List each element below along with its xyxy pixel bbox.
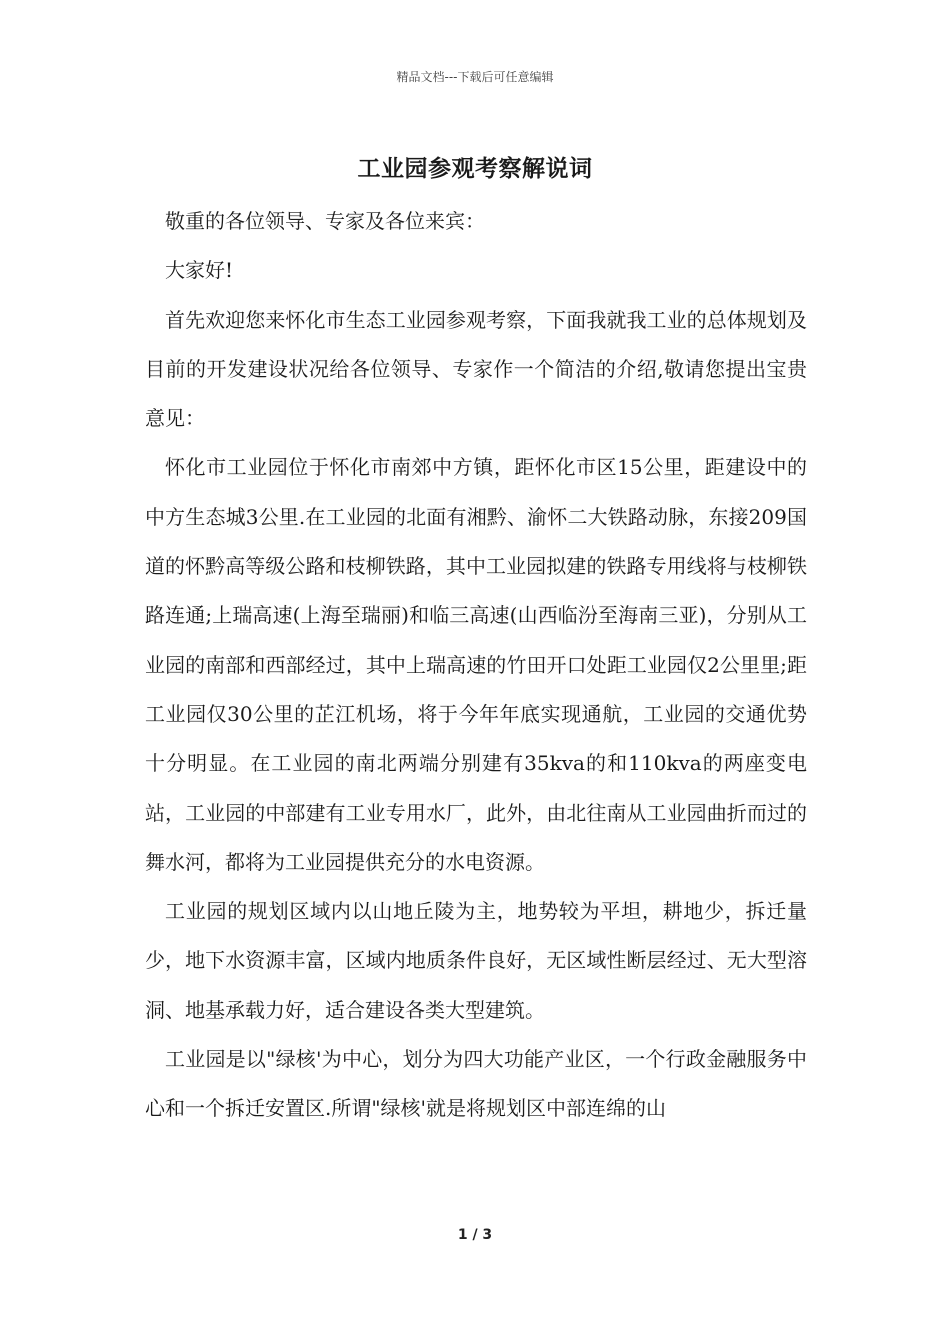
paragraph-greeting: 敬重的各位领导、专家及各位来宾： (165, 209, 485, 233)
paragraph-terrain: 工业园的规划区域内以山地丘陵为主，地势较为平坦，耕地少，拆迁量少，地下水资源丰富，区域内地质条件良好，无区域性断层经过、无大型溶洞、地基承载力好，适合建设各类大型建筑。 (145, 899, 807, 1022)
header-note: 精品文档---下载后可任意编辑 (396, 70, 554, 84)
document-body (145, 197, 807, 1134)
paragraph-welcome: 首先欢迎您来怀化市生态工业园参观考察，下面我就我工业的总体规划及目前的开发建设状况给各位领导、专家作一个简洁的介绍,敬请您提出宝贵意见： (145, 307, 807, 431)
page-number: 1 / 3 (457, 1227, 493, 1243)
paragraph-hello: 大家好! (165, 258, 234, 283)
paragraph-location: 怀化市工业园位于怀化市南郊中方镇，距怀化市区15公里，距建设中的中方生态城3公里.在工业园的北面有湘黔、渝怀二大铁路动脉，东接209国道的怀黔高等级公路和枝柳铁路，其中工业园拟建的铁路专用线将与枝柳铁路连通;上瑞高速(上海至瑞丽)和临三高速(山西临汾至海南三亚)，分别从工业园的南部和西部经过，其中上瑞高速的竹田开口处距工业园仅2公里里;距工业园仅30公里的芷江机场，将于今年年底实现通航，工业园的交通优势十分明显。在工业园的南北两端分别建有35kva的和110kva的两座变电站，工业园的中部建有工业专用水厂，此外，由北往南从工业园曲折而过的舞水河，都将为工业园提供充分的水电资源。 (145, 455, 807, 874)
paragraph-layout: 工业园是以"绿核'为中心，划分为四大功能产业区，一个行政金融服务中心和一个拆迁安置区.所谓"绿核'就是将规划区中部连绵的山 (145, 1047, 807, 1121)
document-title: 工业园参观考察解说词 (357, 155, 593, 182)
